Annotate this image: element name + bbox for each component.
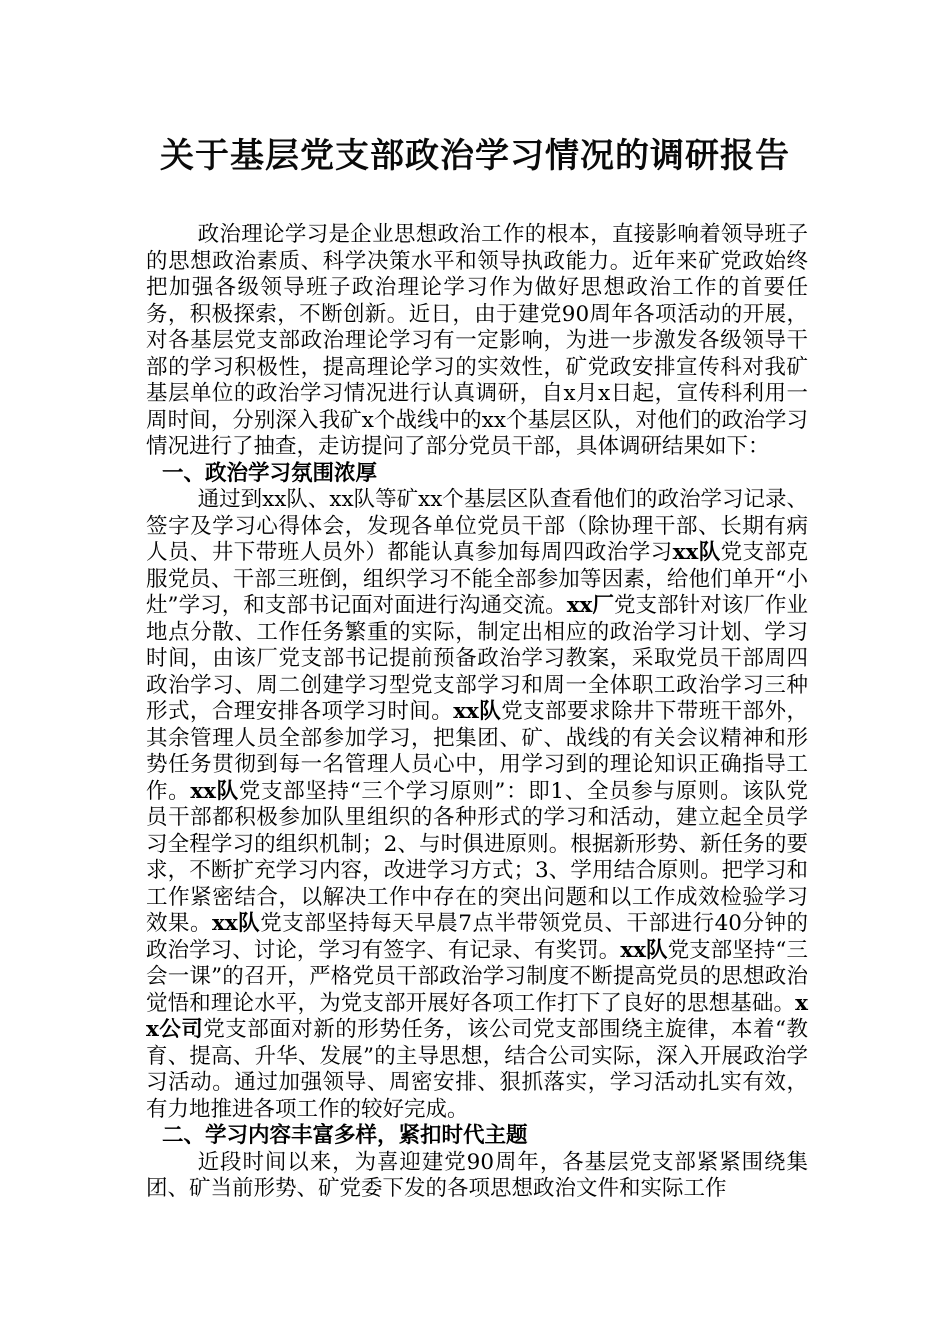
section-2-paragraph: 近段时间以来，为喜迎建党90周年，各基层党支部紧紧围绕集团、矿当前形势、矿党委下发的各项思想政治文件和实际工作 bbox=[146, 1149, 808, 1201]
section-heading-1: 一、政治学习氛围浓厚 bbox=[162, 460, 378, 486]
unit-text: 党支部面对新的形势任务，该公司党支部围绕主旋律，本着“教育、提高、升华、发展”的主导思想，结合公司实际，深入开展政治学习活动。通过加强领导、周密安排、狠抓落实，学习活动扎实有效，有力地推进各项工作的较好完成。 bbox=[146, 1017, 808, 1122]
unit-text: 党支部要求除井下带班干部外，其余管理人员全部参加学习，把集团、矿、战线的有关会议精神和形势任务贯彻到每一名管理人员心中，用学习到的理论知识正确指导工作。 bbox=[146, 699, 808, 804]
unit-name: xx队 bbox=[620, 937, 668, 963]
document-title: 关于基层党支部政治学习情况的调研报告 bbox=[160, 136, 790, 176]
unit-name: xx队 bbox=[212, 911, 261, 936]
unit-text: 党支部针对该厂作业地点分散、工作任务繁重的实际，制定出相应的政治学习计划、学习时间，由该厂党支部书记提前预备政治学习教案，采取党员干部周四政治学习、周二创建学习型党支部学习和周一全体职工政治学习三种形式，合理安排各项学习时间。 bbox=[146, 593, 808, 724]
unit-text: 党支部克服党员、干部三班倒，组织学习不能全部参加等因素，给他们单开“小灶”学习，和支部书记面对面进行沟通交流。 bbox=[146, 540, 808, 618]
section-1-text: 通过到xx队、xx队等矿xx个基层区队查看他们的政治学习记录、签字及学习心得体会，发现各单位党员干部（除协理干部、长期有病人员、井下带班人员外）都能认真参加每周四政治学习 bbox=[146, 487, 808, 565]
unit-name: xx公司 bbox=[146, 990, 808, 1042]
section-1-paragraph bbox=[146, 487, 808, 1123]
unit-name: xx队 bbox=[190, 778, 239, 804]
unit-text: 党支部坚持每天早晨7点半带领党员、干部进行40分钟的政治学习、讨论，学习有签字、有记录、有奖罚。 bbox=[146, 911, 808, 963]
unit-name: xx队 bbox=[453, 699, 502, 724]
section-heading-2: 二、学习内容丰富多样，紧扣时代主题 bbox=[162, 1123, 528, 1148]
unit-text: 党支部坚持“三个学习原则”：即1、全员参与原则。该队党员干部都积极参加队里组织的各种形式的学习和活动，建立起全员学习全程学习的组织机制；2、与时俱进原则。根据新形势、新任务的要求，不断扩充学习内容，改进学习方式；3、学用结合原则。把学习和工作紧密结合，以解决工作中存在的突出问题和以工作成效检验学习效果。 bbox=[146, 778, 808, 936]
unit-name: xx厂 bbox=[566, 593, 614, 618]
unit-name: xx队 bbox=[672, 540, 721, 565]
document-body bbox=[146, 222, 808, 1203]
intro-paragraph: 政治理论学习是企业思想政治工作的根本，直接影响着领导班子的思想政治素质、科学决策水平和领导执政能力。近年来矿党政始终把加强各级领导班子政治理论学习作为做好思想政治工作的首要任务，积极探索，不断创新。近日，由于建党90周年各项活动的开展，对各基层党支部政治理论学习有一定影响，为进一步激发各级领导干部的学习积极性，提高理论学习的实效性，矿党政安排宣传科对我矿基层单位的政治学习情况进行认真调研，自x月x日起，宣传科利用一周时间，分别深入我矿x个战线中的xx个基层区队，对他们的政治学习情况进行了抽查，走访提问了部分党员干部，具体调研结果如下： bbox=[146, 222, 808, 459]
unit-text: 党支部坚持“三会一课”的召开，严格党员干部政治学习制度不断提高党员的思想政治觉悟和理论水平，为党支部开展好各项工作打下了良好的思想基础。 bbox=[146, 937, 808, 1016]
